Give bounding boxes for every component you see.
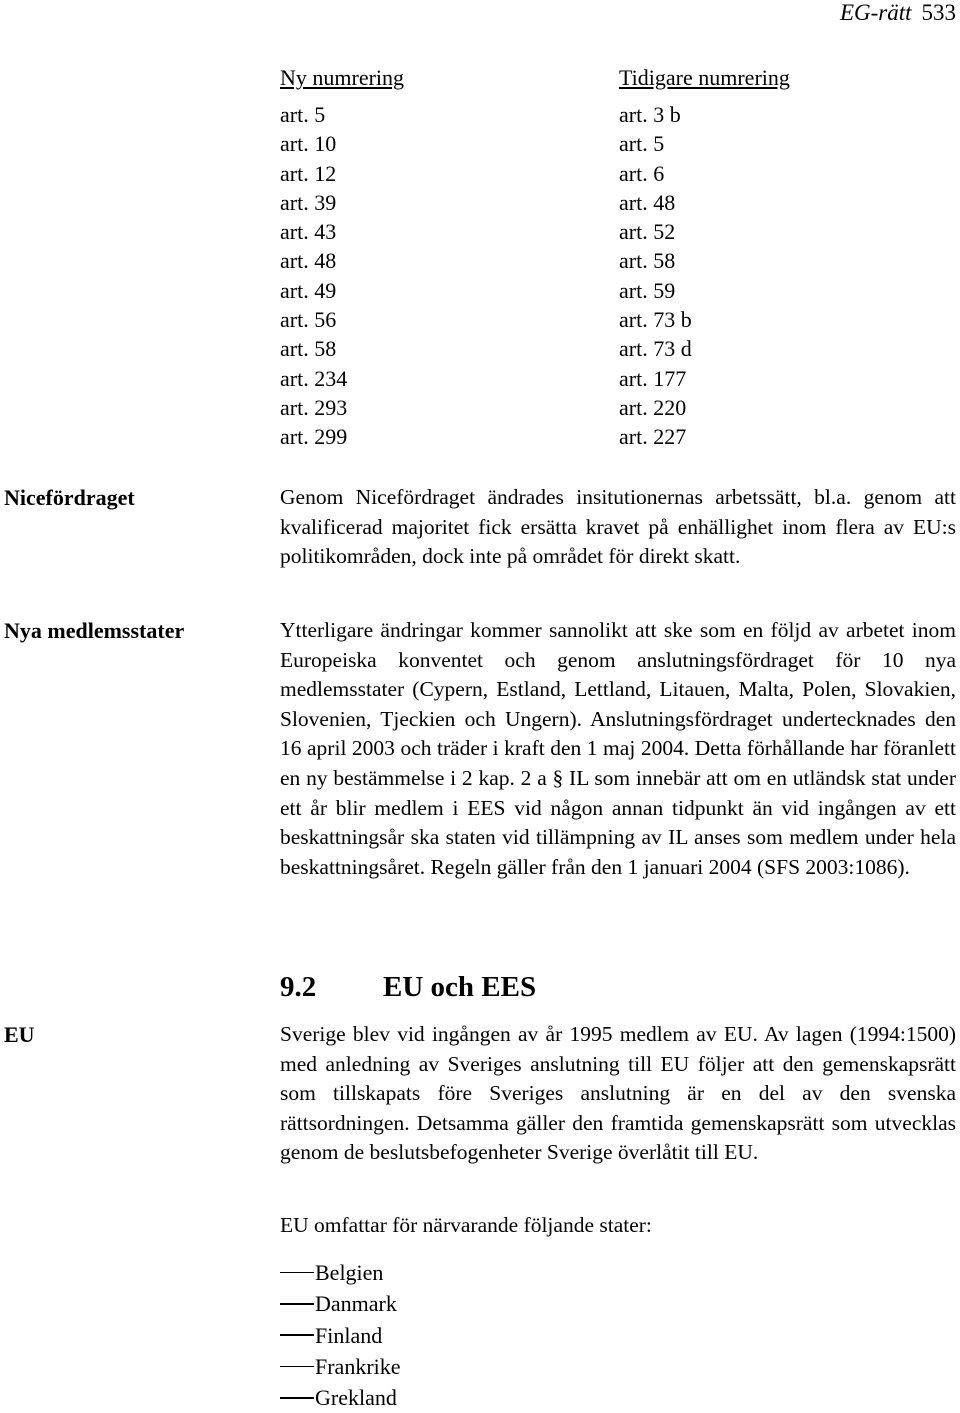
column-previous-numbering — [619, 62, 790, 452]
table-cell: art. 59 — [619, 277, 676, 303]
table-cell: art. 299 — [280, 424, 348, 450]
dash-bullet — [280, 1397, 314, 1399]
list-item — [280, 1351, 401, 1382]
page-number: 533 — [921, 0, 956, 25]
list-item — [280, 1382, 401, 1413]
list-item-label: Grekland — [315, 1385, 397, 1411]
table-cell: art. 293 — [280, 394, 348, 420]
column-new-numbering — [280, 62, 404, 452]
paragraph-nya-medlemsstater: Ytterligare ändringar kommer sannolikt att ske som en följd av arbetet inom Europeiska konventet och genom anslutningsfördraget för 10 nya medlemsstater (Cypern, Estland, Lettland, Litauen, Malta, Polen, Slovakien, Slovenien, Tjeckien och Ungern). Anslutningsfördraget undertecknades den 16 april 2003 och träder i kraft den 1 maj 2004. Detta förhållande har föranlett en ny bestämmelse i 2 kap. 2 a § IL som innebär att om en utländsk stat under ett år blir medlem i EES vid någon annan tidpunkt än vid ingången av ett beskattningsår ska staten vid tillämpning av IL anses som medlem under hela beskattningsåret. Regeln gäller från den 1 januari 2004 (SFS 2003:1086). — [280, 618, 956, 879]
list-item-label: Frankrike — [315, 1353, 401, 1379]
table-cell: art. 73 d — [619, 336, 692, 362]
table-cell: art. 56 — [280, 307, 337, 333]
list-item — [280, 1257, 401, 1288]
column-header-previous: Tidigare numrering — [619, 65, 790, 90]
table-cell: art. 48 — [280, 248, 337, 274]
table-cell: art. 177 — [619, 365, 687, 391]
table-cell: art. 43 — [280, 219, 337, 245]
side-heading-nicefordraget: Nicefördraget — [4, 485, 135, 510]
member-states-list — [280, 1257, 401, 1413]
paragraph-nicefordraget: Genom Nicefördraget ändrades insitutionernas arbetssätt, bl.a. genom att kvalificerad majoritet fick ersätta kravet på enhällighet inom flera av EU:s politikområden, dock inte på området för direkt skatt. — [280, 485, 956, 569]
table-cell: art. 3 b — [619, 102, 681, 127]
table-cell: art. 220 — [619, 394, 687, 420]
dash-bullet — [280, 1366, 314, 1368]
table-cell: art. 73 b — [619, 307, 692, 333]
table-cell: art. 58 — [280, 336, 337, 362]
page-header — [840, 0, 956, 26]
paragraph-eu: Sverige blev vid ingången av år 1995 medlem av EU. Av lagen (1994:1500) med anledning av Sveriges anslutning till EU följer att den gemenskapsrätt som tillskapats före Sveriges anslutning är en del av den svenska rättsordningen. Detsamma gäller den framtida gemenskapsrätt som utvecklas genom de beslutsbefogenheter Sverige överlåtit till EU. — [280, 1022, 956, 1165]
table-cell: art. 39 — [280, 189, 337, 215]
table-cell: art. 5 — [280, 102, 326, 127]
table-cell: art. 52 — [619, 219, 676, 245]
table-cell: art. 58 — [619, 248, 676, 274]
list-item — [280, 1288, 401, 1319]
dash-bullet — [280, 1303, 314, 1305]
paragraph-eu-list-intro: EU omfattar för närvarande följande stater: — [280, 1213, 652, 1237]
list-item-label: Belgien — [315, 1260, 384, 1285]
table-cell: art. 227 — [619, 424, 687, 450]
table-cell: art. 49 — [280, 277, 337, 303]
table-cell: art. 5 — [619, 131, 665, 157]
running-title: EG-rätt — [839, 0, 912, 25]
dash-bullet — [280, 1272, 314, 1274]
table-cell: art. 48 — [619, 189, 676, 215]
dash-bullet — [280, 1334, 314, 1336]
table-cell: art. 234 — [280, 365, 348, 391]
section-heading — [280, 968, 536, 1006]
list-item — [280, 1320, 401, 1351]
list-item-label: Finland — [315, 1322, 383, 1348]
section-title: EU och EES — [383, 971, 537, 1003]
table-cell: art. 6 — [619, 160, 665, 186]
side-heading-nya-medlemsstater: Nya medlemsstater — [4, 618, 185, 643]
table-cell: art. 10 — [280, 131, 337, 157]
side-heading-eu: EU — [4, 1022, 35, 1047]
column-header-new: Ny numrering — [280, 65, 405, 90]
section-number: 9.2 — [280, 971, 317, 1003]
list-item-label: Danmark — [315, 1291, 397, 1317]
table-cell: art. 12 — [280, 160, 337, 186]
